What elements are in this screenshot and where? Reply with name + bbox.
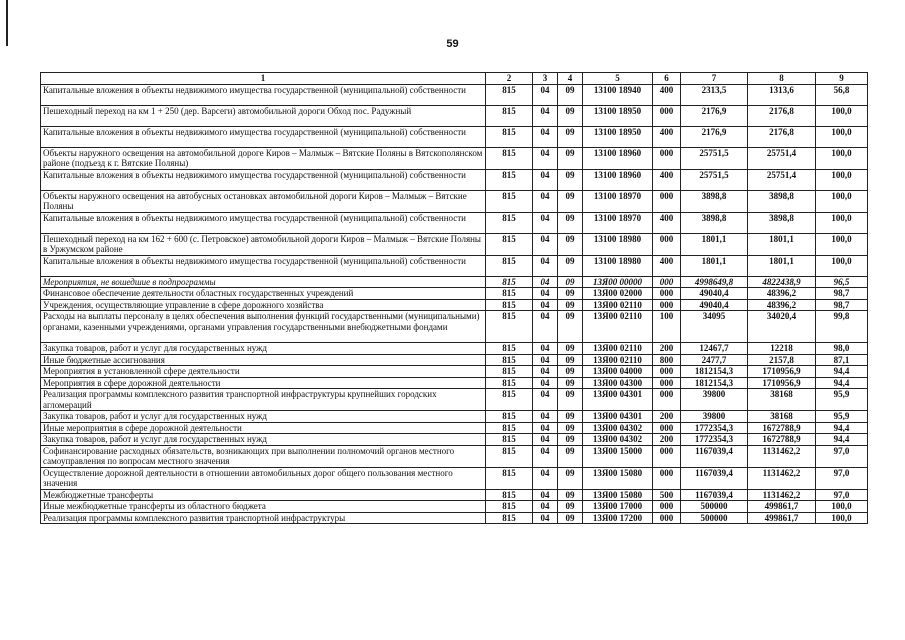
row-subsection: 09: [558, 434, 583, 446]
row-ministry-code: 815: [486, 377, 533, 389]
row-name: Капитальные вложения в объекты недвижимого имущества государственной (муниципальной) собственности: [41, 169, 486, 190]
row-actual-amount: 1313,6: [748, 84, 816, 105]
table-row: [41, 84, 868, 105]
row-planned-amount: 3898,8: [681, 212, 748, 233]
table-row: [41, 169, 868, 190]
table-row: [41, 212, 868, 233]
row-name: Капитальные вложения в объекты недвижимого имущества государственной (муниципальной) собственности: [41, 255, 486, 276]
row-ministry-code: 815: [486, 445, 533, 467]
row-subsection: 09: [558, 105, 583, 126]
row-actual-amount: 3898,8: [748, 212, 816, 233]
header-col-8: 8: [748, 73, 816, 85]
row-planned-amount: 34095: [681, 311, 748, 343]
row-actual-amount: 1131462,2: [748, 445, 816, 467]
row-percent: 100,0: [816, 169, 868, 190]
row-planned-amount: 39800: [681, 411, 748, 423]
row-planned-amount: 49040,4: [681, 299, 748, 311]
table-row: [41, 288, 868, 300]
row-subsection: 09: [558, 512, 583, 524]
row-name: Иные мероприятия в сфере дорожной деятельности: [41, 422, 486, 434]
table-row: [41, 255, 868, 276]
row-section: 04: [533, 377, 558, 389]
table-row: [41, 422, 868, 434]
row-expense-type: 400: [653, 84, 681, 105]
row-percent: 97,0: [816, 445, 868, 467]
table-row: [41, 276, 868, 288]
row-ministry-code: 815: [486, 467, 533, 489]
row-expense-type: 400: [653, 212, 681, 233]
table-row: [41, 343, 868, 355]
row-ministry-code: 815: [486, 512, 533, 524]
row-section: 04: [533, 212, 558, 233]
row-ministry-code: 815: [486, 411, 533, 423]
row-ministry-code: 815: [486, 233, 533, 255]
row-actual-amount: 1801,1: [748, 255, 816, 276]
row-percent: 100,0: [816, 512, 868, 524]
row-section: 04: [533, 299, 558, 311]
row-section: 04: [533, 389, 558, 411]
row-section: 04: [533, 84, 558, 105]
row-name: Объекты наружного освещения на автобусных остановках автомобильной дороги Киров – Малмыж – Вятские Поляны: [41, 190, 486, 212]
row-expense-type: 000: [653, 233, 681, 255]
row-ministry-code: 815: [486, 169, 533, 190]
row-planned-amount: 12467,7: [681, 343, 748, 355]
row-planned-amount: 1801,1: [681, 255, 748, 276]
row-actual-amount: 34020,4: [748, 311, 816, 343]
row-actual-amount: 1801,1: [748, 233, 816, 255]
header-col-6: 6: [653, 73, 681, 85]
table-row: [41, 354, 868, 366]
row-expense-type: 000: [653, 299, 681, 311]
row-section: 04: [533, 233, 558, 255]
row-planned-amount: 4998649,8: [681, 276, 748, 288]
row-actual-amount: 499861,7: [748, 501, 816, 513]
row-name: Реализация программы комплексного развития транспортной инфраструктуры: [41, 512, 486, 524]
row-percent: 98,7: [816, 299, 868, 311]
row-section: 04: [533, 311, 558, 343]
row-ministry-code: 815: [486, 343, 533, 355]
row-actual-amount: 38168: [748, 411, 816, 423]
row-section: 04: [533, 255, 558, 276]
row-expense-type: 400: [653, 255, 681, 276]
row-actual-amount: 1131462,2: [748, 489, 816, 501]
row-target-article: 13Я00 02110: [583, 299, 653, 311]
row-expense-type: 200: [653, 343, 681, 355]
row-section: 04: [533, 169, 558, 190]
row-section: 04: [533, 512, 558, 524]
table-row: [41, 434, 868, 446]
row-subsection: 09: [558, 299, 583, 311]
row-planned-amount: 1812154,3: [681, 366, 748, 378]
header-col-3: 3: [533, 73, 558, 85]
row-expense-type: 000: [653, 467, 681, 489]
row-section: 04: [533, 422, 558, 434]
row-planned-amount: 39800: [681, 389, 748, 411]
row-target-article: 13100 18980: [583, 233, 653, 255]
row-actual-amount: 3898,8: [748, 190, 816, 212]
row-ministry-code: 815: [486, 366, 533, 378]
row-percent: 99,8: [816, 311, 868, 343]
row-planned-amount: 500000: [681, 501, 748, 513]
row-name: Межбюджетные трансферты: [41, 489, 486, 501]
row-expense-type: 200: [653, 434, 681, 446]
row-planned-amount: 1167039,4: [681, 467, 748, 489]
row-name: Пешеходный переход на км 1 + 250 (дер. Варсеги) автомобильной дороги Обход пос. Радужный: [41, 105, 486, 126]
row-expense-type: 000: [653, 445, 681, 467]
row-percent: 96,5: [816, 276, 868, 288]
row-name: Капитальные вложения в объекты недвижимого имущества государственной (муниципальной) собственности: [41, 126, 486, 147]
row-name: Пешеходный переход на км 162 + 600 (с. Петровское) автомобильной дороги Киров – Малмыж – Вятские Поляны в Уржумском районе: [41, 233, 486, 255]
row-subsection: 09: [558, 389, 583, 411]
row-expense-type: 000: [653, 377, 681, 389]
row-planned-amount: 1167039,4: [681, 445, 748, 467]
table-row: [41, 501, 868, 513]
row-subsection: 09: [558, 190, 583, 212]
row-actual-amount: 12218: [748, 343, 816, 355]
header-col-5: 5: [583, 73, 653, 85]
row-expense-type: 000: [653, 147, 681, 169]
row-actual-amount: 2176,8: [748, 126, 816, 147]
row-subsection: 09: [558, 147, 583, 169]
row-percent: 94,4: [816, 377, 868, 389]
row-expense-type: 000: [653, 512, 681, 524]
row-subsection: 09: [558, 343, 583, 355]
row-expense-type: 500: [653, 489, 681, 501]
row-expense-type: 000: [653, 366, 681, 378]
table-row: [41, 366, 868, 378]
row-planned-amount: 1772354,3: [681, 422, 748, 434]
row-subsection: 09: [558, 366, 583, 378]
row-target-article: 13Я00 02110: [583, 343, 653, 355]
row-percent: 87,1: [816, 354, 868, 366]
row-percent: 56,8: [816, 84, 868, 105]
header-col-9: 9: [816, 73, 868, 85]
row-section: 04: [533, 489, 558, 501]
row-target-article: 13Я00 04302: [583, 422, 653, 434]
row-name: Мероприятия в установленной сфере деятельности: [41, 366, 486, 378]
table-row: [41, 489, 868, 501]
row-name: Закупка товаров, работ и услуг для государственных нужд: [41, 343, 486, 355]
table-row: [41, 311, 868, 343]
row-expense-type: 000: [653, 190, 681, 212]
row-percent: 100,0: [816, 233, 868, 255]
row-planned-amount: 2176,9: [681, 126, 748, 147]
row-ministry-code: 815: [486, 288, 533, 300]
table-row: [41, 190, 868, 212]
row-section: 04: [533, 445, 558, 467]
row-target-article: 13100 18950: [583, 105, 653, 126]
row-subsection: 09: [558, 311, 583, 343]
row-planned-amount: 25751,5: [681, 169, 748, 190]
row-target-article: 13Я00 04301: [583, 411, 653, 423]
row-name: Объекты наружного освещения на автомобильной дороге Киров – Малмыж – Вятские Поляны в Вятскополянском районе (подъезд к г. Вятские Поляны): [41, 147, 486, 169]
row-target-article: 13100 18940: [583, 84, 653, 105]
row-ministry-code: 815: [486, 147, 533, 169]
row-planned-amount: 49040,4: [681, 288, 748, 300]
row-section: 04: [533, 288, 558, 300]
table-body: [41, 84, 868, 524]
row-name: Софинансирование расходных обязательств, возникающих при выполнении полномочий органов местного самоуправления по вопросам местного значения: [41, 445, 486, 467]
table-row: [41, 126, 868, 147]
row-subsection: 09: [558, 445, 583, 467]
row-name: Иные бюджетные ассигнования: [41, 354, 486, 366]
header-col-7: 7: [681, 73, 748, 85]
row-ministry-code: 815: [486, 276, 533, 288]
row-section: 04: [533, 467, 558, 489]
row-percent: 100,0: [816, 501, 868, 513]
row-target-article: 13Я00 00000: [583, 276, 653, 288]
row-actual-amount: 1131462,2: [748, 467, 816, 489]
row-percent: 100,0: [816, 255, 868, 276]
row-target-article: 13Я00 15000: [583, 445, 653, 467]
row-ministry-code: 815: [486, 212, 533, 233]
header-col-2: 2: [486, 73, 533, 85]
table-row: [41, 411, 868, 423]
row-percent: 100,0: [816, 212, 868, 233]
row-ministry-code: 815: [486, 422, 533, 434]
row-percent: 94,4: [816, 366, 868, 378]
row-actual-amount: 2176,8: [748, 105, 816, 126]
table-row: [41, 389, 868, 411]
row-actual-amount: 1672788,9: [748, 434, 816, 446]
row-actual-amount: 25751,4: [748, 169, 816, 190]
row-subsection: 09: [558, 422, 583, 434]
row-planned-amount: 1772354,3: [681, 434, 748, 446]
row-section: 04: [533, 105, 558, 126]
table-row: [41, 233, 868, 255]
row-name: Закупка товаров, работ и услуг для государственных нужд: [41, 411, 486, 423]
row-ministry-code: 815: [486, 311, 533, 343]
row-name: Расходы на выплаты персоналу в целях обеспечения выполнения функций государственными (муниципальными) органами, казенными учреждениями, органами управления государственными внебюджетными фондами: [41, 311, 486, 343]
row-expense-type: 000: [653, 105, 681, 126]
row-name: Закупка товаров, работ и услуг для государственных нужд: [41, 434, 486, 446]
table-row: [41, 467, 868, 489]
row-target-article: 13100 18960: [583, 169, 653, 190]
row-subsection: 09: [558, 255, 583, 276]
row-target-article: 13100 18960: [583, 147, 653, 169]
row-ministry-code: 815: [486, 354, 533, 366]
row-percent: 100,0: [816, 105, 868, 126]
row-expense-type: 400: [653, 169, 681, 190]
row-section: 04: [533, 434, 558, 446]
row-ministry-code: 815: [486, 501, 533, 513]
row-percent: 95,9: [816, 411, 868, 423]
table-row: [41, 105, 868, 126]
row-section: 04: [533, 354, 558, 366]
row-target-article: 13Я00 15080: [583, 467, 653, 489]
row-name: Учреждения, осуществляющие управление в сфере дорожного хозяйства: [41, 299, 486, 311]
row-expense-type: 200: [653, 411, 681, 423]
row-target-article: 13Я00 02110: [583, 311, 653, 343]
row-ministry-code: 815: [486, 299, 533, 311]
row-target-article: 13100 18980: [583, 255, 653, 276]
row-actual-amount: 1672788,9: [748, 422, 816, 434]
row-target-article: 13Я00 04300: [583, 377, 653, 389]
row-section: 04: [533, 501, 558, 513]
row-ministry-code: 815: [486, 190, 533, 212]
row-actual-amount: 2157,8: [748, 354, 816, 366]
row-target-article: 13100 18950: [583, 126, 653, 147]
row-actual-amount: 1710956,9: [748, 377, 816, 389]
row-subsection: 09: [558, 276, 583, 288]
row-subsection: 09: [558, 84, 583, 105]
row-actual-amount: 25751,4: [748, 147, 816, 169]
row-section: 04: [533, 411, 558, 423]
row-subsection: 09: [558, 212, 583, 233]
row-subsection: 09: [558, 288, 583, 300]
row-expense-type: 100: [653, 311, 681, 343]
row-section: 04: [533, 147, 558, 169]
row-expense-type: 000: [653, 422, 681, 434]
row-subsection: 09: [558, 233, 583, 255]
row-target-article: 13Я00 04301: [583, 389, 653, 411]
row-actual-amount: 38168: [748, 389, 816, 411]
header-col-4: 4: [558, 73, 583, 85]
row-planned-amount: 25751,5: [681, 147, 748, 169]
row-percent: 97,0: [816, 467, 868, 489]
table-row: [41, 377, 868, 389]
row-section: 04: [533, 343, 558, 355]
row-planned-amount: 1812154,3: [681, 377, 748, 389]
row-percent: 98,0: [816, 343, 868, 355]
row-section: 04: [533, 126, 558, 147]
row-section: 04: [533, 276, 558, 288]
row-name: Иные межбюджетные трансферты из областного бюджета: [41, 501, 486, 513]
row-target-article: 13Я00 04302: [583, 434, 653, 446]
row-percent: 100,0: [816, 147, 868, 169]
row-percent: 95,9: [816, 389, 868, 411]
page-number: 59: [446, 38, 459, 50]
row-target-article: 13100 18970: [583, 212, 653, 233]
row-subsection: 09: [558, 501, 583, 513]
row-expense-type: 400: [653, 126, 681, 147]
row-target-article: 13Я00 17200: [583, 512, 653, 524]
row-planned-amount: 3898,8: [681, 190, 748, 212]
row-ministry-code: 815: [486, 255, 533, 276]
row-name: Реализация программы комплексного развития транспортной инфраструктуры крупнейших городских агломераций: [41, 389, 486, 411]
row-planned-amount: 500000: [681, 512, 748, 524]
row-actual-amount: 4822438,9: [748, 276, 816, 288]
row-percent: 98,7: [816, 288, 868, 300]
row-ministry-code: 815: [486, 84, 533, 105]
row-expense-type: 000: [653, 288, 681, 300]
row-ministry-code: 815: [486, 105, 533, 126]
row-planned-amount: 2176,9: [681, 105, 748, 126]
row-expense-type: 000: [653, 501, 681, 513]
row-target-article: 13Я00 04000: [583, 366, 653, 378]
row-subsection: 09: [558, 489, 583, 501]
row-target-article: 13Я00 17000: [583, 501, 653, 513]
row-ministry-code: 815: [486, 389, 533, 411]
row-subsection: 09: [558, 354, 583, 366]
row-actual-amount: 1710956,9: [748, 366, 816, 378]
table-row: [41, 299, 868, 311]
row-percent: 100,0: [816, 126, 868, 147]
row-target-article: 13Я00 15080: [583, 489, 653, 501]
row-expense-type: 000: [653, 276, 681, 288]
row-planned-amount: 1167039,4: [681, 489, 748, 501]
row-subsection: 09: [558, 411, 583, 423]
row-planned-amount: 2313,5: [681, 84, 748, 105]
row-percent: 97,0: [816, 489, 868, 501]
row-percent: 94,4: [816, 422, 868, 434]
row-expense-type: 000: [653, 389, 681, 411]
row-actual-amount: 48396,2: [748, 299, 816, 311]
row-name: Мероприятия в сфере дорожной деятельности: [41, 377, 486, 389]
table-row: [41, 147, 868, 169]
row-ministry-code: 815: [486, 126, 533, 147]
row-name: Осуществление дорожной деятельности в отношении автомобильных дорог общего пользования местного значения: [41, 467, 486, 489]
row-subsection: 09: [558, 467, 583, 489]
row-planned-amount: 2477,7: [681, 354, 748, 366]
table-row: [41, 512, 868, 524]
row-name: Финансовое обеспечение деятельности областных государственных учреждений: [41, 288, 486, 300]
row-percent: 94,4: [816, 434, 868, 446]
row-subsection: 09: [558, 126, 583, 147]
row-name: Капитальные вложения в объекты недвижимого имущества государственной (муниципальной) собственности: [41, 84, 486, 105]
row-section: 04: [533, 190, 558, 212]
row-actual-amount: 48396,2: [748, 288, 816, 300]
row-subsection: 09: [558, 377, 583, 389]
row-target-article: 13Я00 02110: [583, 354, 653, 366]
table-row: [41, 445, 868, 467]
row-planned-amount: 1801,1: [681, 233, 748, 255]
row-section: 04: [533, 366, 558, 378]
row-subsection: 09: [558, 169, 583, 190]
row-ministry-code: 815: [486, 489, 533, 501]
row-target-article: 13Я00 02000: [583, 288, 653, 300]
row-actual-amount: 499861,7: [748, 512, 816, 524]
row-expense-type: 800: [653, 354, 681, 366]
row-ministry-code: 815: [486, 434, 533, 446]
table-header-row: [41, 73, 868, 85]
row-name: Капитальные вложения в объекты недвижимого имущества государственной (муниципальной) собственности: [41, 212, 486, 233]
budget-table: [40, 72, 868, 524]
row-name: Мероприятия, не вошедшие в подпрограммы: [41, 276, 486, 288]
header-col-1: 1: [41, 73, 486, 85]
row-percent: 100,0: [816, 190, 868, 212]
row-target-article: 13100 18970: [583, 190, 653, 212]
